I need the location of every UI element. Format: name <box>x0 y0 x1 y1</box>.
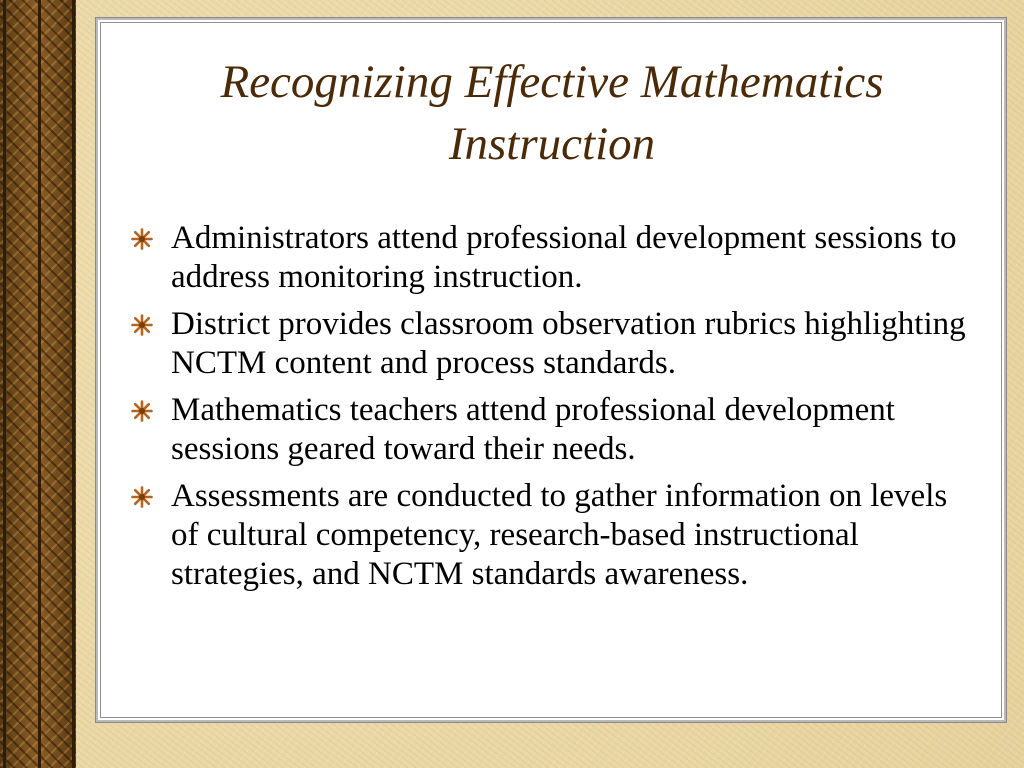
strip-divider-line <box>38 0 41 768</box>
bullet-list <box>131 219 981 602</box>
slide-content-panel <box>100 22 1002 718</box>
slide-title <box>101 51 1003 175</box>
bullet-item <box>131 305 981 383</box>
bullet-text: Mathematics teachers attend professional development sessions geared toward their needs. <box>171 392 895 467</box>
bullet-item <box>131 391 981 469</box>
star-burst-icon <box>131 314 153 336</box>
star-burst-icon <box>131 400 153 422</box>
strip-divider-line <box>3 0 6 768</box>
bullet-item <box>131 219 981 297</box>
decorative-side-strip <box>0 0 76 768</box>
bullet-text: Administrators attend professional development sessions to address monitoring instruction. <box>171 220 957 295</box>
star-burst-icon <box>131 228 153 250</box>
slide-title-line-1: Recognizing Effective Mathematics <box>220 56 884 108</box>
bullet-text: Assessments are conducted to gather information on levels of cultural competency, research-based instructional strategies, and NCTM standards awareness. <box>171 478 948 592</box>
bullet-text: District provides classroom observation rubrics highlighting NCTM content and process standards. <box>171 306 966 381</box>
star-burst-icon <box>131 486 153 508</box>
bullet-item <box>131 477 981 594</box>
slide-title-line-2: Instruction <box>448 118 656 170</box>
strip-divider-line <box>72 0 75 768</box>
